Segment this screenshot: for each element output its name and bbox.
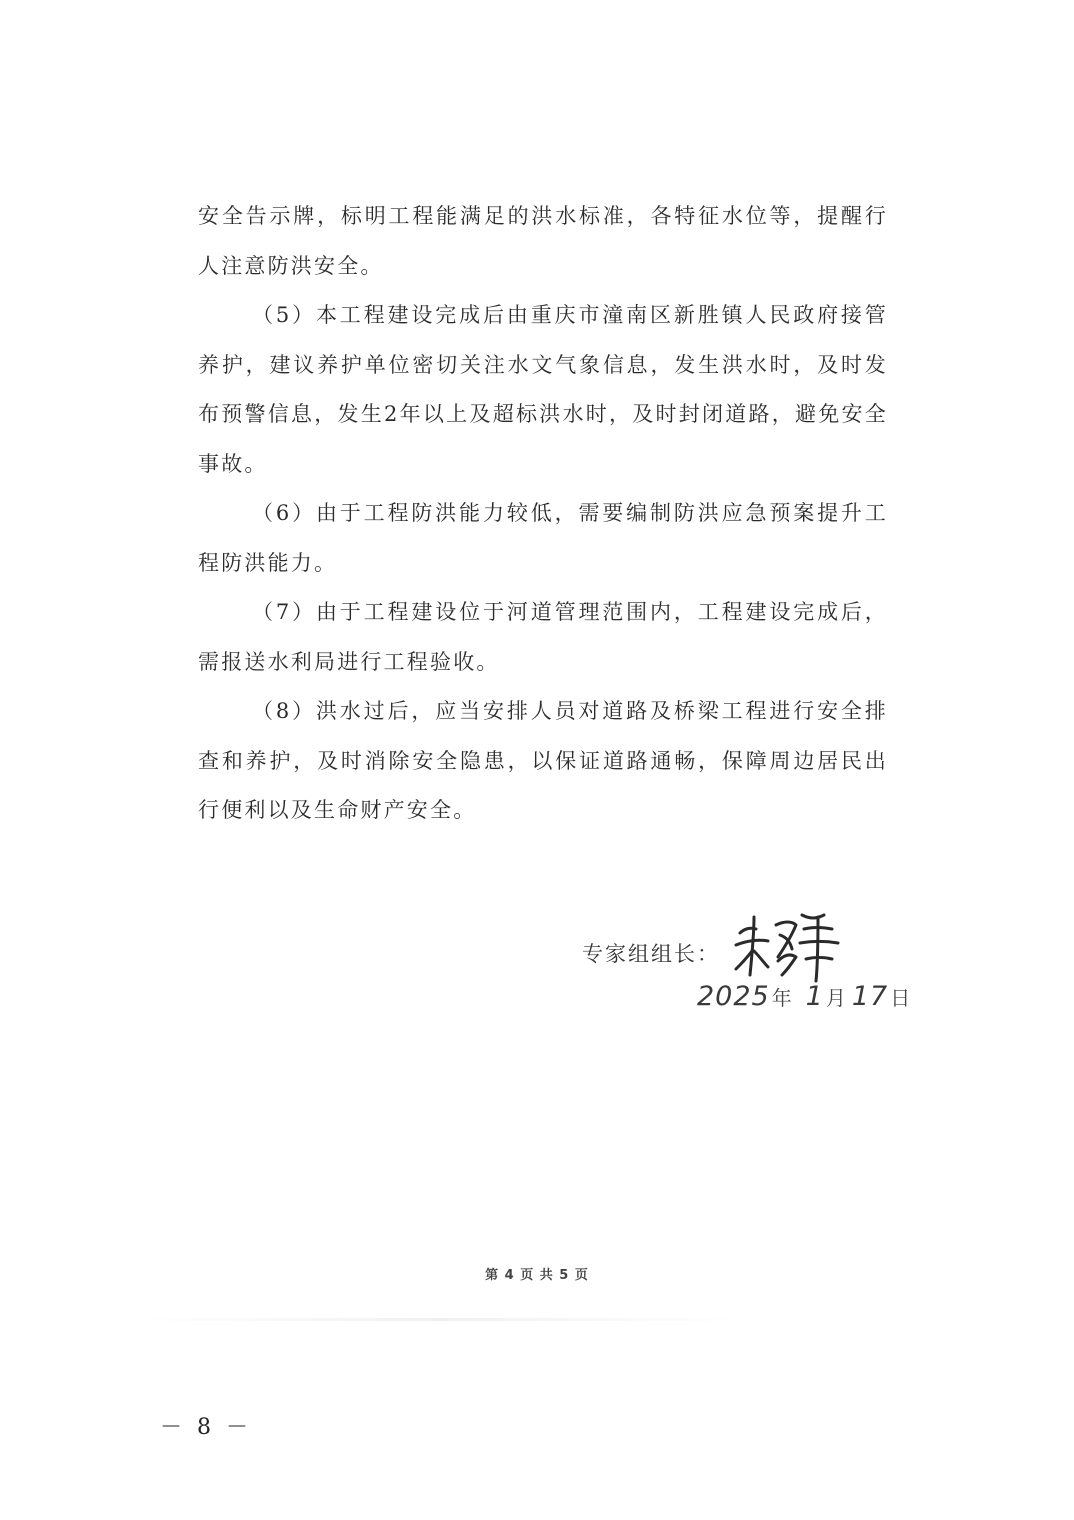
signature-date: [697, 981, 916, 1012]
signature-block: [582, 905, 911, 1035]
date-year-unit: 年: [771, 986, 792, 1010]
paragraph-item-7: （7）由于工程建设位于河道管理范围内，工程建设完成后，需报送水利局进行工程验收。: [198, 600, 888, 674]
outer-page-number: － 8 －: [160, 1415, 252, 1440]
inner-page-number: 第 4 页 共 5 页: [485, 1268, 589, 1283]
scan-edge-divider: [140, 1318, 740, 1321]
handwritten-signature: [732, 905, 842, 985]
date-day-unit: 日: [890, 986, 911, 1010]
date-month-unit: 月: [825, 986, 846, 1010]
paragraph-item-5: （5）本工程建设完成后由重庆市潼南区新胜镇人民政府接管养护，建议养护单位密切关注水文气象信息，发生洪水时，及时发布预警信息，发生2年以上及超标洪水时，及时封闭道路，避免安全事故。: [198, 303, 888, 476]
paragraph-item-8: （8）洪水过后，应当安排人员对道路及桥梁工程进行安全排查和养护，及时消除安全隐患，以保证道路通畅，保障周边居民出行便利以及生命财产安全。: [198, 699, 888, 822]
document-body: [198, 192, 888, 836]
paragraph-item-6: （6）由于工程防洪能力较低，需要编制防洪应急预案提升工程防洪能力。: [198, 501, 888, 575]
date-day: 17: [851, 981, 889, 1012]
paragraph-sign-notice: 安全告示牌，标明工程能满足的洪水标准，各特征水位等，提醒行人注意防洪安全。: [198, 204, 888, 278]
date-year: 2025: [697, 981, 770, 1012]
date-month: 1: [805, 981, 824, 1012]
signature-label: 专家组组长：: [582, 942, 720, 966]
